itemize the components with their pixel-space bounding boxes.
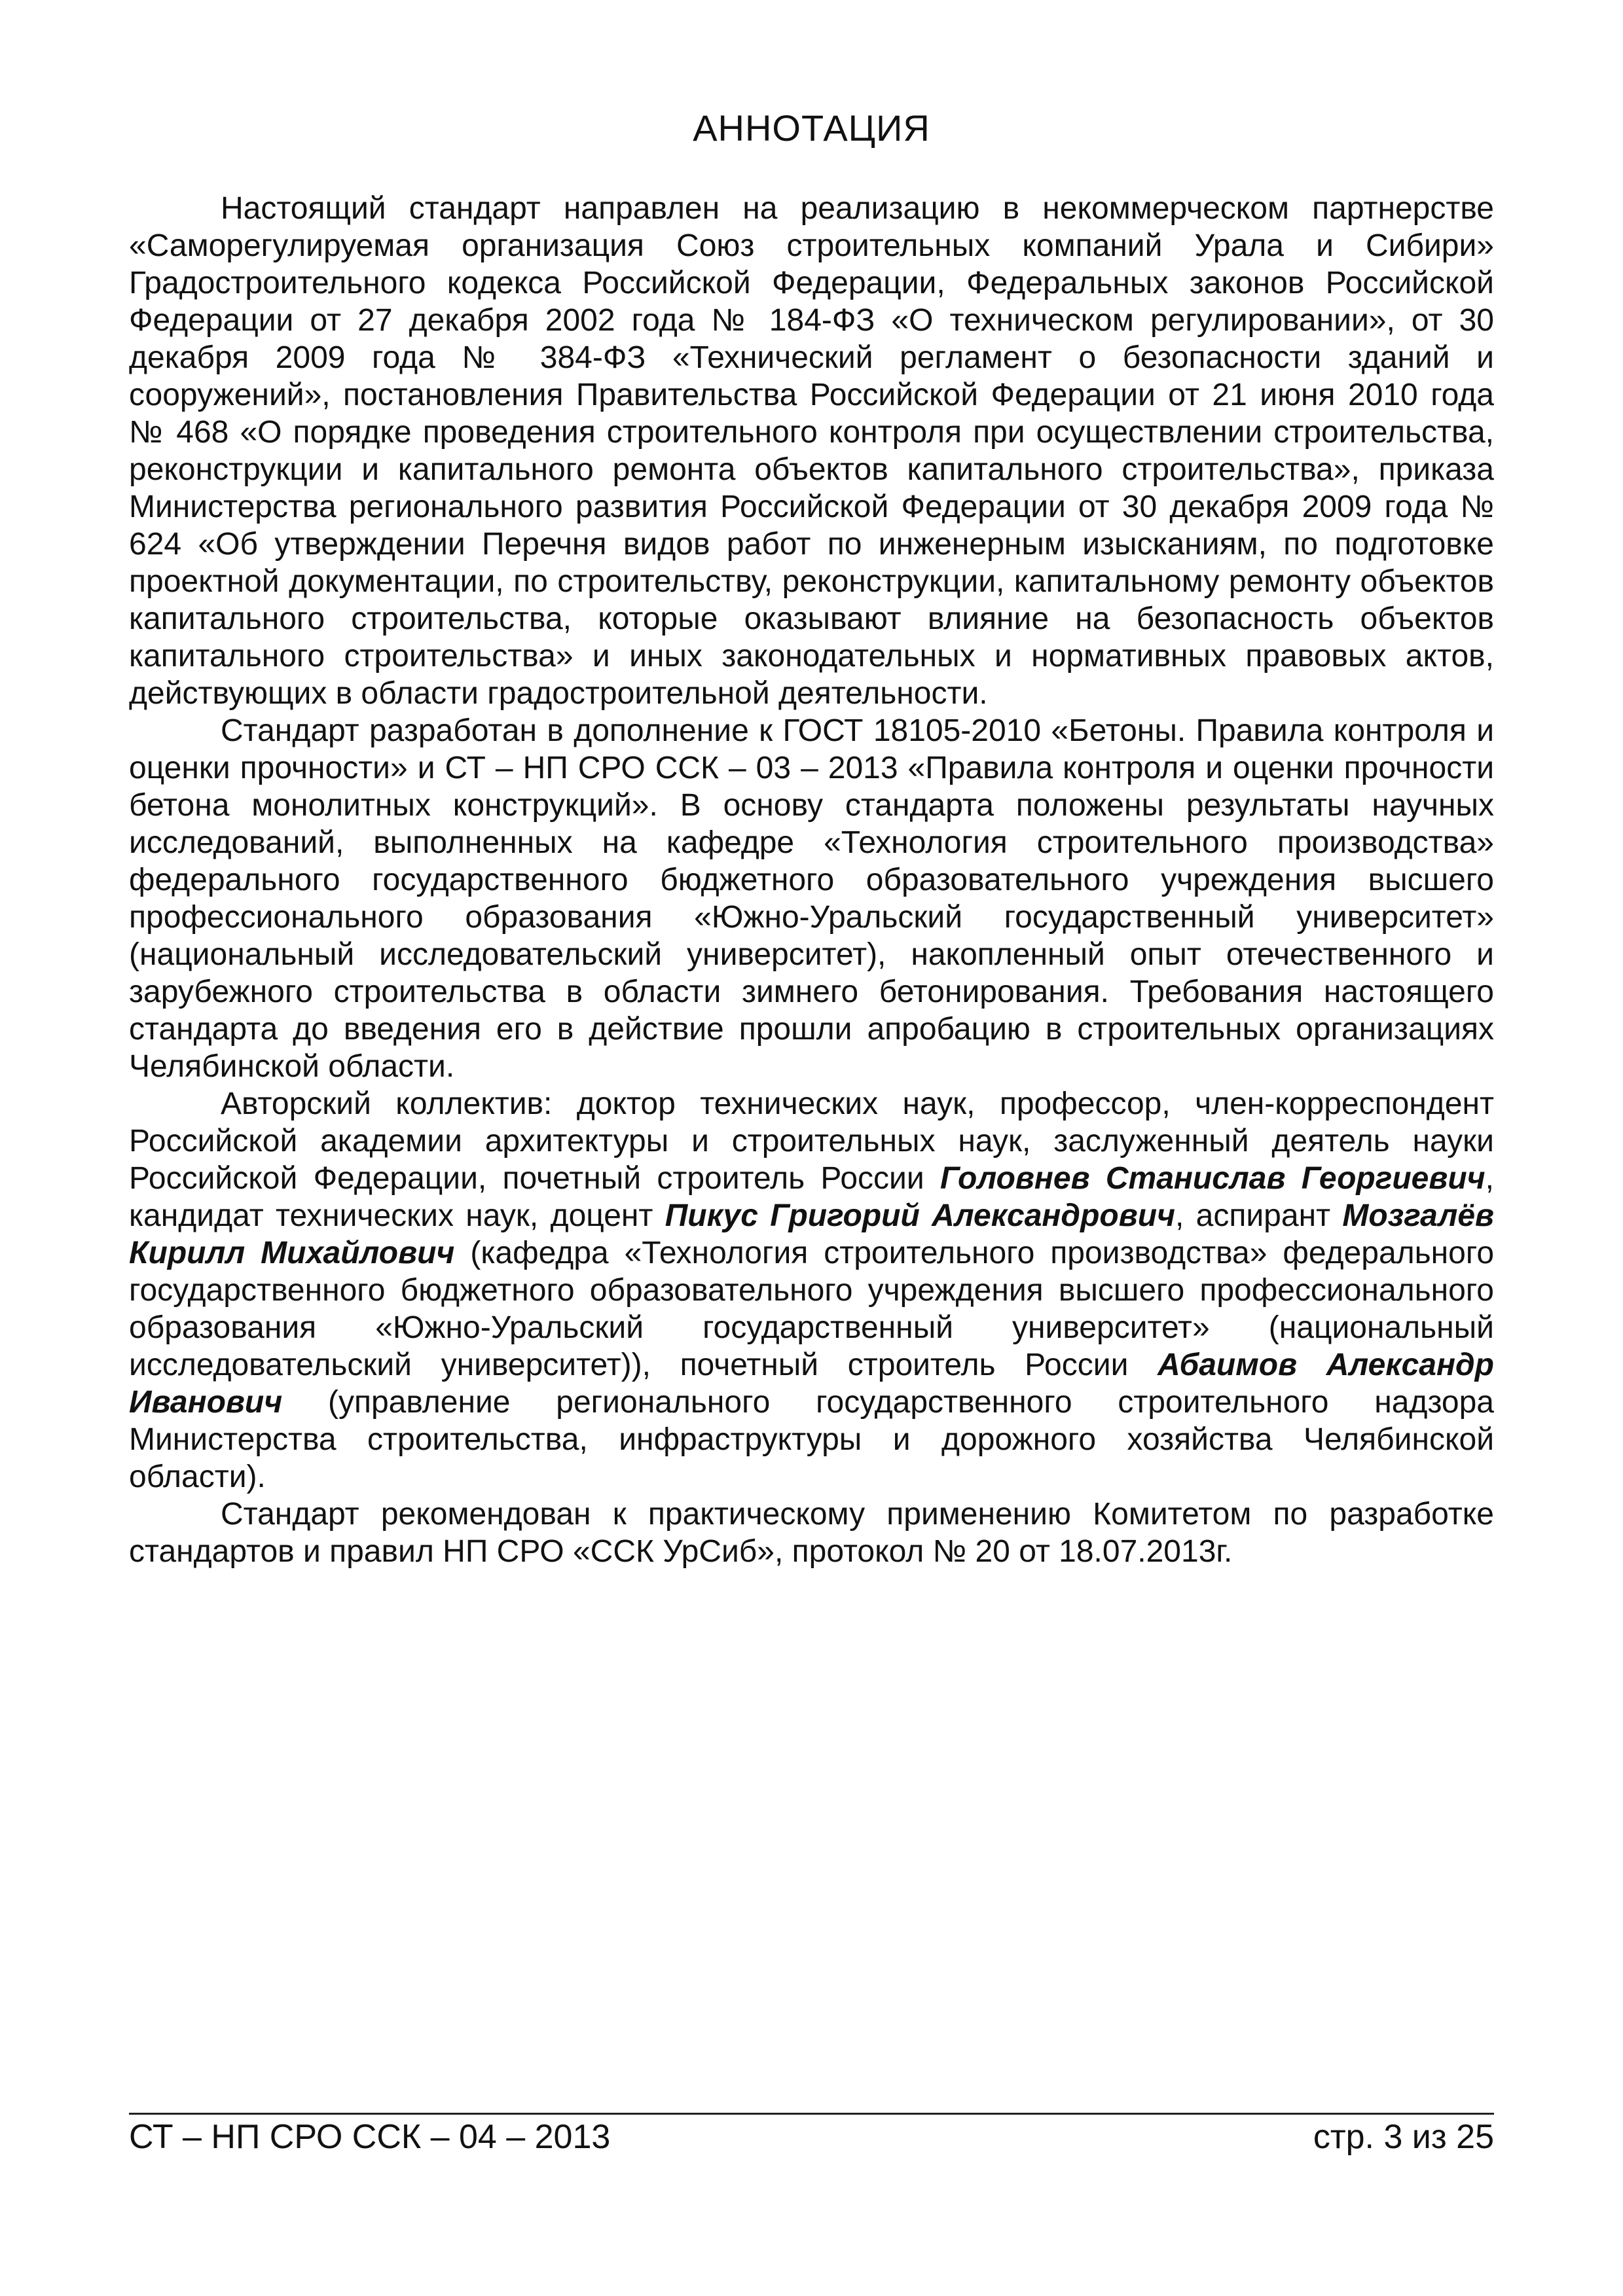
authors-text-4: (кафедра «Технология строительного производства» федерального государственного бюджетного образовательного учреждения высшего профессионального образования «Южно-Уральский государственный университет» (национальный исследовательский университет)), почетный строитель России — [129, 1236, 1495, 1382]
footer-page-number: стр. 3 из 25 — [1313, 2118, 1494, 2156]
annotation-body — [129, 190, 1494, 1570]
paragraph-authors — [129, 1085, 1494, 1496]
authors-text-2: , кандидат технических наук, доцент — [129, 1161, 1495, 1233]
paragraph-recommendation: Стандарт рекомендован к практическому применению Комитетом по разработке стандартов и правил НП СРО «ССК УрСиб», протокол № 20 от 18.07.2013г. — [129, 1497, 1494, 1569]
paragraph-purpose: Настоящий стандарт направлен на реализацию в некоммерческом партнерстве «Саморегулируемая организация Союз строительных компаний Урала и Сибири» Градостроительного кодекса Российской Федерации, Федеральных законов Российской Федерации от 27 декабря 2002 года № 184-ФЗ «О техническом регулировании», от 30 декабря 2009 года № 384-ФЗ «Технический регламент о безопасности зданий и сооружений», постановления Правительства Российской Федерации от 21 июня 2010 года № 468 «О порядке проведения строительного контроля при осуществлении строительства, реконструкции и капитального ремонта объектов капитального строительства», приказа Министерства регионального развития Российской Федерации от 30 декабря 2009 года № 624 «Об утверждении Перечня видов работ по инженерным изысканиям, по подготовке проектной документации, по строительству, реконструкции, капитальному ремонту объектов капитального строительства, которые оказывают влияние на безопасность объектов капитального строительства» и иных законодательных и нормативных правовых актов, действующих в области градостроительной деятельности. — [129, 191, 1494, 711]
footer-divider — [129, 2113, 1494, 2115]
author-name-abaimov: Абаимов Александр Иванович — [129, 1348, 1494, 1420]
author-name-pikus: Пикус Григорий Александрович — [665, 1198, 1176, 1233]
footer-document-code: СТ – НП СРО ССК – 04 – 2013 — [129, 2118, 611, 2156]
author-name-golovnev: Головнев Станислав Георгиевич — [939, 1161, 1486, 1196]
authors-text-5: (управление регионального государственного строительного надзора Министерства строительства, инфраструктуры и дорожного хозяйства Челябинской области). — [129, 1385, 1494, 1494]
paragraph-development: Стандарт разработан в дополнение к ГОСТ 18105-2010 «Бетоны. Правила контроля и оценки прочности» и СТ – НП СРО ССК – 03 – 2013 «Правила контроля и оценки прочности бетона монолитных конструкций». В основу стандарта положены результаты научных исследований, выполненных на кафедре «Технология строительного производства» федерального государственного бюджетного образовательного учреждения высшего профессионального образования «Южно-Уральский государственный университет» (национальный исследовательский университет), накопленный опыт отечественного и зарубежного строительства в области зимнего бетонирования. Требования настоящего стандарта до введения его в действие прошли апробацию в строительных организациях Челябинской области. — [129, 713, 1494, 1084]
authors-text-1: Авторский коллектив: доктор технических наук, профессор, член-корреспондент Российской академии архитектуры и строительных наук, заслуженный деятель науки Российской Федерации, почетный строитель России — [129, 1086, 1494, 1196]
author-name-mozgalev: Мозгалёв Кирилл Михайлович — [129, 1198, 1494, 1270]
page-title: АННОТАЦИЯ — [693, 107, 930, 149]
authors-text-3: , аспирант — [1175, 1198, 1343, 1233]
